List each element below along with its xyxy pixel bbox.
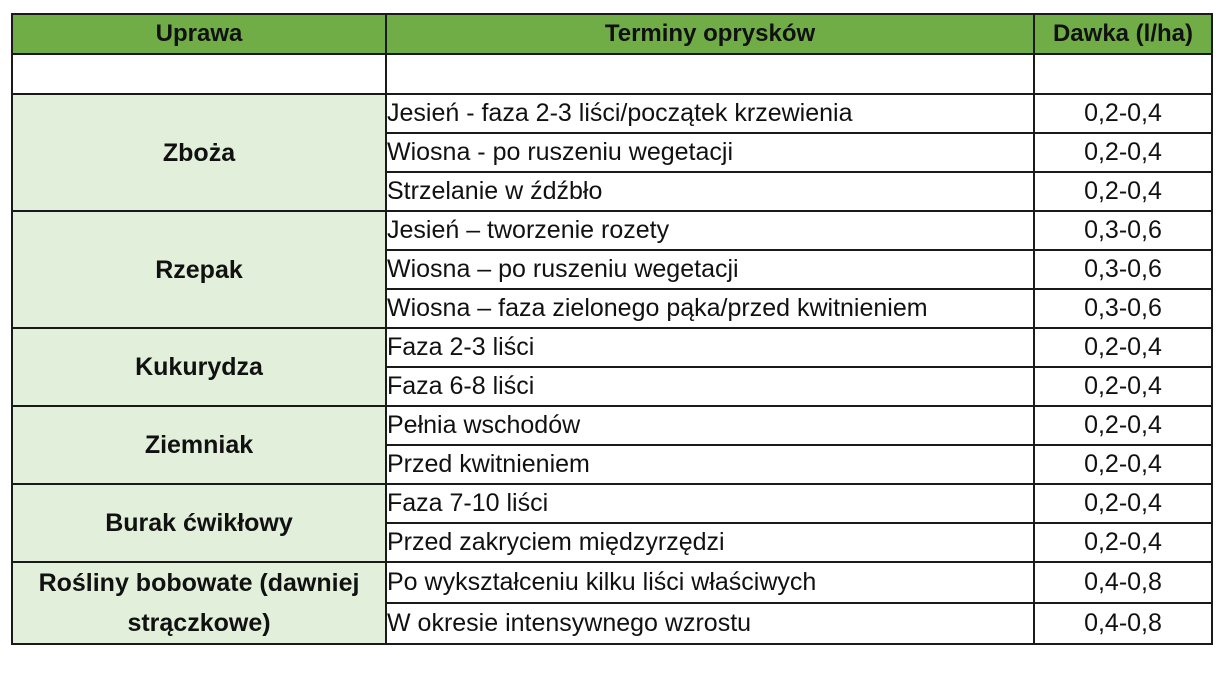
term-cell: Wiosna - po ruszeniu wegetacji — [386, 133, 1034, 172]
term-cell: Wiosna – po ruszeniu wegetacji — [386, 250, 1034, 289]
term-cell: Jesień – tworzenie rozety — [386, 211, 1034, 250]
dose-cell: 0,2-0,4 — [1034, 328, 1212, 367]
table-row — [12, 94, 1212, 133]
blank-cell — [386, 54, 1034, 94]
table-row — [12, 484, 1212, 523]
crop-cell: Ziemniak — [12, 406, 386, 484]
crop-cell: Kukurydza — [12, 328, 386, 406]
table-row — [12, 406, 1212, 445]
table-row — [12, 211, 1212, 250]
dose-cell: 0,2-0,4 — [1034, 445, 1212, 484]
blank-cell — [1034, 54, 1212, 94]
table-row — [12, 562, 1212, 603]
term-cell: W okresie intensywnego wzrostu — [386, 603, 1034, 644]
crop-cell: Rośliny bobowate (dawniej strączkowe) — [12, 562, 386, 644]
crop-cell: Zboża — [12, 94, 386, 211]
dose-cell: 0,3-0,6 — [1034, 250, 1212, 289]
blank-cell — [12, 54, 386, 94]
term-cell: Faza 7-10 liści — [386, 484, 1034, 523]
term-cell: Po wykształceniu kilku liści właściwych — [386, 562, 1034, 603]
term-cell: Wiosna – faza zielonego pąka/przed kwitnieniem — [386, 289, 1034, 328]
dose-cell: 0,2-0,4 — [1034, 133, 1212, 172]
term-cell: Przed kwitnieniem — [386, 445, 1034, 484]
term-cell: Jesień - faza 2-3 liści/początek krzewienia — [386, 94, 1034, 133]
dose-cell: 0,2-0,4 — [1034, 367, 1212, 406]
dose-cell: 0,4-0,8 — [1034, 603, 1212, 644]
spray-schedule-table — [11, 13, 1213, 645]
table-body — [12, 54, 1212, 644]
dose-cell: 0,3-0,6 — [1034, 289, 1212, 328]
dose-cell: 0,2-0,4 — [1034, 406, 1212, 445]
dose-cell: 0,2-0,4 — [1034, 484, 1212, 523]
term-cell: Strzelanie w źdźbło — [386, 172, 1034, 211]
table-row — [12, 328, 1212, 367]
blank-row — [12, 54, 1212, 94]
header-row — [12, 14, 1212, 54]
dose-cell: 0,2-0,4 — [1034, 172, 1212, 211]
header-terms: Terminy oprysków — [386, 14, 1034, 54]
term-cell: Przed zakryciem międzyrzędzi — [386, 523, 1034, 562]
header-dose: Dawka (l/ha) — [1034, 14, 1212, 54]
crop-cell: Burak ćwikłowy — [12, 484, 386, 562]
header-crop: Uprawa — [12, 14, 386, 54]
term-cell: Faza 2-3 liści — [386, 328, 1034, 367]
dose-cell: 0,2-0,4 — [1034, 523, 1212, 562]
term-cell: Faza 6-8 liści — [386, 367, 1034, 406]
term-cell: Pełnia wschodów — [386, 406, 1034, 445]
dose-cell: 0,2-0,4 — [1034, 94, 1212, 133]
dose-cell: 0,3-0,6 — [1034, 211, 1212, 250]
crop-cell: Rzepak — [12, 211, 386, 328]
dose-cell: 0,4-0,8 — [1034, 562, 1212, 603]
